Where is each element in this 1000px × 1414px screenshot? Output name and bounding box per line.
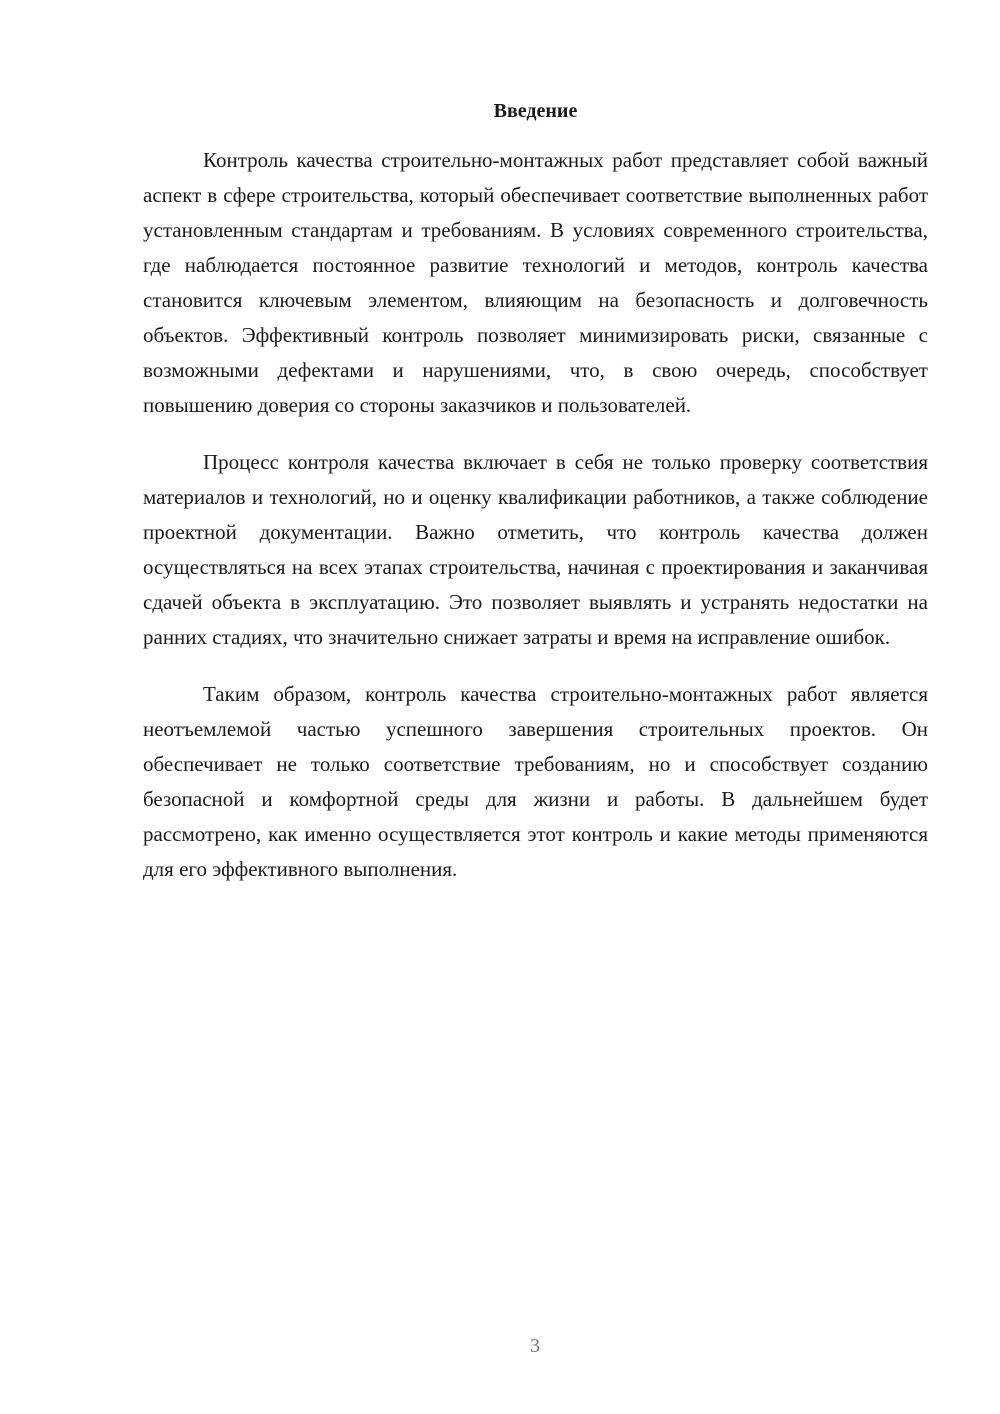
page-number: 3 bbox=[530, 1335, 540, 1357]
paragraph-3: Таким образом, контроль качества строительно-монтажных работ является неотъемлемой частью успешного завершения строительных проектов. Он обеспечивает не только соответствие требованиям, но и способствует созданию безопасной и комфортной среды для жизни и работы. В дальнейшем будет рассмотрено, как именно осуществляется этот контроль и какие методы применяются для его эффективного выполнения. bbox=[143, 682, 928, 881]
paragraph-1: Контроль качества строительно-монтажных работ представляет собой важный аспект в сфере строительства, который обеспечивает соответствие выполненных работ установленным стандартам и требованиям. В условиях современного строительства, где наблюдается постоянное развитие технологий и методов, контроль качества становится ключевым элементом, влияющим на безопасность и долговечность объектов. Эффективный контроль позволяет минимизировать риски, связанные с возможными дефектами и нарушениями, что, в свою очередь, способствует повышению доверия со стороны заказчиков и пользователей. bbox=[143, 148, 928, 417]
body-text bbox=[143, 143, 928, 909]
section-heading: Введение bbox=[493, 100, 578, 122]
paragraph-2: Процесс контроля качества включает в себя не только проверку соответствия материалов и технологий, но и оценку квалификации работников, а также соблюдение проектной документации. Важно отметить, что контроль качества должен осуществляться на всех этапах строительства, начиная с проектирования и заканчивая сдачей объекта в эксплуатацию. Это позволяет выявлять и устранять недостатки на ранних стадиях, что значительно снижает затраты и время на исправление ошибок. bbox=[143, 450, 928, 649]
